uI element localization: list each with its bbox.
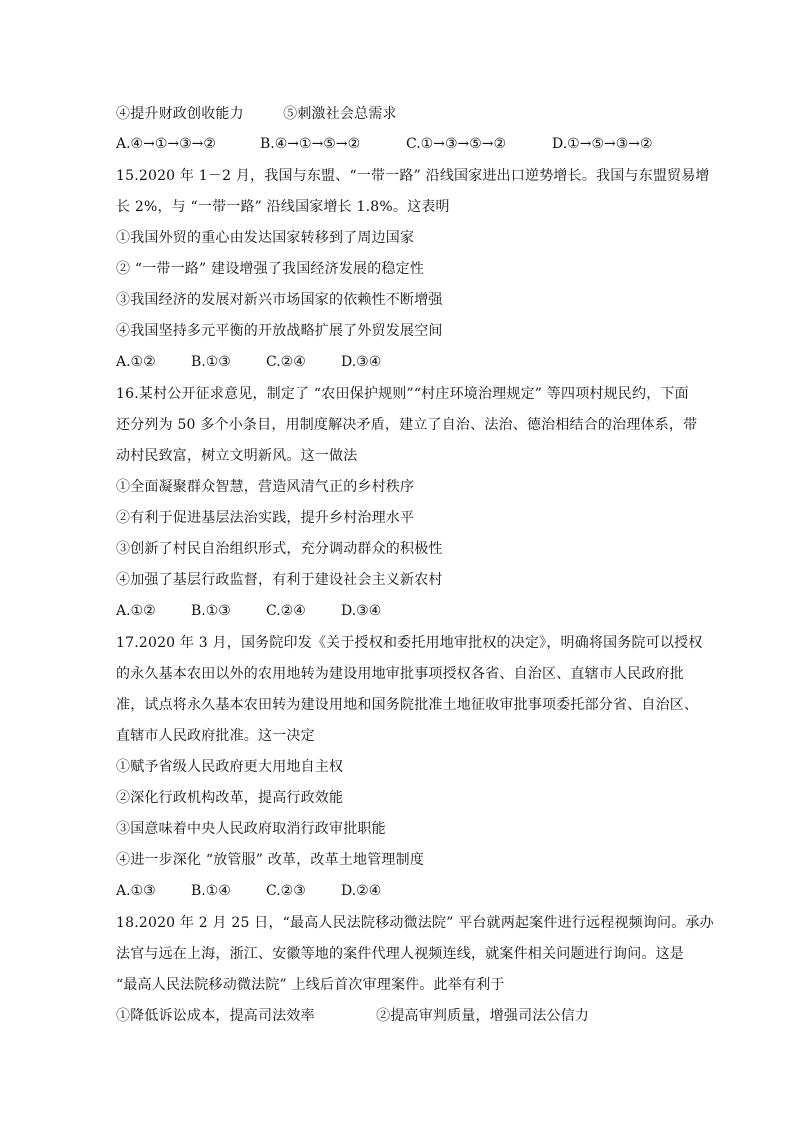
q16-stem-line: 还分列为 50 多个小条目，用制度解决矛盾，建立了自治、法治、德治相结合的治理体系，带 xyxy=(116,417,698,433)
q16-option-c: C.②④ xyxy=(266,603,306,619)
q18-stem-line: “最高人民法院移动微法院” 上线后首次审理案件。此举有利于 xyxy=(116,977,505,993)
q16-item: ②有利于促进基层法治实践，提升乡村治理水平 xyxy=(116,510,415,526)
q15-item: ③我国经济的发展对新兴市场国家的依赖性不断增强 xyxy=(116,292,443,308)
q17-stem-line: 的永久基本农田以外的农用地转为建设用地审批事项授权各省、自治区、直辖市人民政府批 xyxy=(116,666,684,682)
q17-stem-line: 17.2020 年 3 月，国务院印发《关于授权和委托用地审批权的决定》，明确将国务院可以授权 xyxy=(116,635,703,651)
q15-stem-line: 15.2020 年 1－2 月，我国与东盟、“一带一路” 沿线国家进出口逆势增长。我国与东盟贸易增 xyxy=(116,168,710,184)
q14-item-line xyxy=(116,104,397,124)
q16-item: ①全面凝聚群众智慧，营造风清气正的乡村秩序 xyxy=(116,479,415,495)
q17-option-d: D.②④ xyxy=(341,883,382,899)
q18-item-1: ①降低诉讼成本，提高司法效率 xyxy=(116,1008,315,1024)
q17-stem-line: 准，试点将永久基本农田转为建设用地和国务院批准土地征收审批事项委托部分省、自治区、 xyxy=(116,697,699,713)
q16-stem-line: 16.某村公开征求意见，制定了 “农田保护规则”“村庄环境治理规定” 等四项村规民约，下面 xyxy=(116,386,689,402)
q14-option-c: C.①→③→⑤→② xyxy=(406,136,507,152)
q14-option-a: A.④→①→③→② xyxy=(116,136,216,152)
q17-option-b: B.①④ xyxy=(191,883,231,899)
q15-item: ② “一带一路” 建设增强了我国经济发展的稳定性 xyxy=(116,261,425,277)
q16-stem-line: 动村民致富，树立文明新风。这一做法 xyxy=(116,448,358,464)
q16-option-d: D.③④ xyxy=(341,603,382,619)
q14-item-4: ④提升财政创收能力 xyxy=(116,106,244,122)
q17-item: ④进一步深化 “放管服” 改革，改革土地管理制度 xyxy=(116,852,425,868)
q15-item: ④我国坚持多元平衡的开放战略扩展了外贸发展空间 xyxy=(116,323,443,339)
q17-item: ①赋予省级人民政府更大用地自主权 xyxy=(116,759,344,775)
q15-item: ①我国外贸的重心由发达国家转移到了周边国家 xyxy=(116,230,415,246)
q18-item-2: ②提高审判质量，增强司法公信力 xyxy=(376,1008,590,1024)
q14-option-d: D.①→⑤→③→② xyxy=(552,136,653,152)
q15-option-d: D.③④ xyxy=(341,354,382,370)
q14-item-5: ⑤刺激社会总需求 xyxy=(283,106,397,122)
q14-option-b: B.④→①→⑤→② xyxy=(260,136,361,152)
q17-item: ②深化行政机构改革，提高行政效能 xyxy=(116,790,344,806)
q16-item: ④加强了基层行政监督，有利于建设社会主义新农村 xyxy=(116,572,443,588)
q18-item-line xyxy=(116,1006,589,1026)
q15-stem-line: 长 2%，与 “一带一路” 沿线国家增长 1.8%。这表明 xyxy=(116,199,450,215)
q17-option-c: C.②③ xyxy=(266,883,306,899)
q15-option-a: A.①② xyxy=(116,354,156,370)
q17-item: ③国意味着中央人民政府取消行政审批职能 xyxy=(116,821,386,837)
q17-option-a: A.①③ xyxy=(116,883,156,899)
q16-option-b: B.①③ xyxy=(191,603,231,619)
q18-stem-line: 法官与远在上海，浙江、安徽等地的案件代理人视频连线，就案件相关问题进行询问。这是 xyxy=(116,946,684,962)
q16-option-a: A.①② xyxy=(116,603,156,619)
q15-option-c: C.②④ xyxy=(266,354,306,370)
q15-option-b: B.①③ xyxy=(191,354,231,370)
q18-stem-line: 18.2020 年 2 月 25 日，“最高人民法院移动微法院” 平台就两起案件进行远程视频询问。承办 xyxy=(116,915,714,931)
q16-item: ③创新了村民自治组织形式，充分调动群众的积极性 xyxy=(116,541,443,557)
q17-stem-line: 直辖市人民政府批准。这一决定 xyxy=(116,728,315,744)
